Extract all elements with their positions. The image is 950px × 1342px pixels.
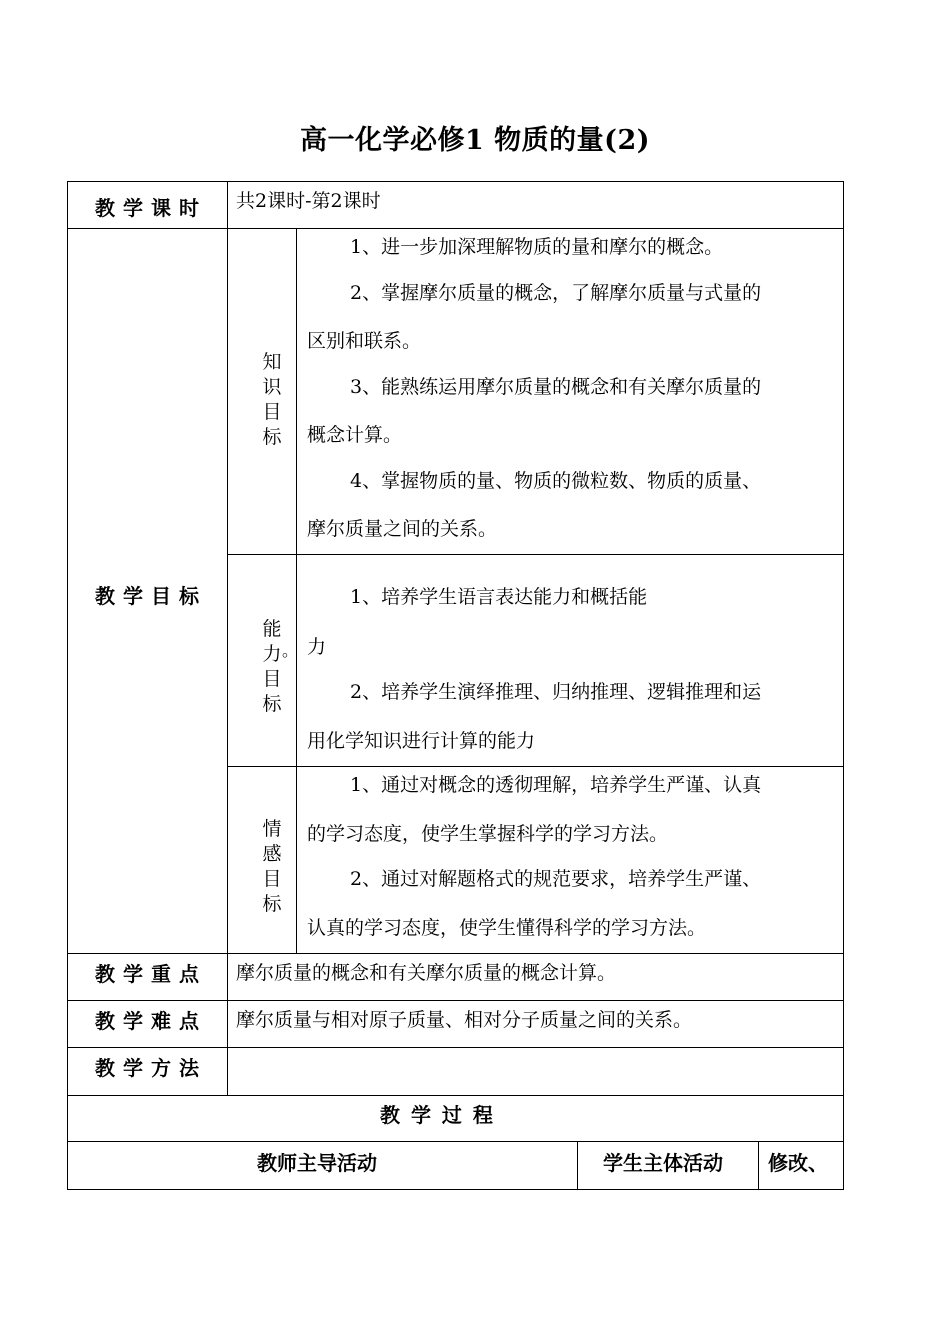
ability-dot: 。 bbox=[282, 641, 299, 660]
key-points-label: 教学重点 bbox=[95, 962, 207, 986]
emotion-objective-label: 情感目标 bbox=[262, 818, 282, 915]
column-divider bbox=[577, 1141, 578, 1189]
row-divider bbox=[67, 1047, 844, 1048]
page-title: 高一化学必修1 物质的量(2) bbox=[299, 125, 651, 156]
knowledge-line: 2、掌握摩尔质量的概念，了解摩尔质量与式量的 bbox=[350, 282, 762, 304]
column-divider bbox=[296, 228, 297, 953]
column-divider bbox=[758, 1141, 759, 1189]
ability-line: 力 bbox=[307, 636, 327, 658]
table-border-right bbox=[843, 181, 844, 1190]
knowledge-line: 摩尔质量之间的关系。 bbox=[307, 518, 498, 540]
knowledge-line: 概念计算。 bbox=[307, 424, 403, 446]
emotion-line: 的学习态度，使学生掌握科学的学习方法。 bbox=[307, 823, 669, 845]
table-border-bottom bbox=[67, 1189, 844, 1190]
knowledge-line: 4、掌握物质的量、物质的微粒数、物质的质量、 bbox=[350, 470, 762, 492]
column-divider bbox=[227, 181, 228, 1095]
knowledge-line: 3、能熟练运用摩尔质量的概念和有关摩尔质量的 bbox=[350, 376, 762, 398]
emotion-line: 2、通过对解题格式的规范要求，培养学生严谨、 bbox=[350, 868, 762, 890]
difficulties-label: 教学难点 bbox=[95, 1009, 207, 1033]
row-divider bbox=[67, 953, 844, 954]
knowledge-line: 区别和联系。 bbox=[307, 330, 422, 352]
objectives-label: 教学目标 bbox=[95, 584, 207, 608]
row-divider bbox=[227, 766, 844, 767]
row-divider bbox=[67, 1095, 844, 1096]
table-border-top bbox=[67, 181, 844, 182]
emotion-line: 认真的学习态度，使学生懂得科学的学习方法。 bbox=[307, 917, 707, 939]
student-activity-header: 学生主体活动 bbox=[603, 1151, 723, 1175]
key-points-value: 摩尔质量的概念和有关摩尔质量的概念计算。 bbox=[236, 962, 617, 984]
ability-line: 用化学知识进行计算的能力 bbox=[307, 730, 536, 752]
row-divider bbox=[227, 554, 844, 555]
period-label: 教学课时 bbox=[95, 196, 207, 220]
row-divider bbox=[67, 228, 844, 229]
methods-label: 教学方法 bbox=[95, 1056, 207, 1080]
ability-line: 2、培养学生演绎推理、归纳推理、逻辑推理和运 bbox=[350, 681, 762, 703]
process-heading: 教 学 过 程 bbox=[380, 1103, 495, 1127]
ability-objective-label: 能力目标 bbox=[262, 618, 282, 715]
ability-line: 1、培养学生语言表达能力和概括能 bbox=[350, 586, 648, 608]
row-divider bbox=[67, 1000, 844, 1001]
knowledge-objective-label: 知识目标 bbox=[262, 351, 282, 448]
row-divider bbox=[67, 1141, 844, 1142]
knowledge-line: 1、进一步加深理解物质的量和摩尔的概念。 bbox=[350, 236, 724, 258]
revision-header: 修改、 bbox=[768, 1151, 828, 1175]
difficulties-value: 摩尔质量与相对原子质量、相对分子质量之间的关系。 bbox=[236, 1009, 693, 1031]
teacher-activity-header: 教师主导活动 bbox=[257, 1151, 377, 1175]
emotion-line: 1、通过对概念的透彻理解，培养学生严谨、认真 bbox=[350, 774, 762, 796]
period-value: 共2课时-第2课时 bbox=[236, 190, 381, 212]
table-border-left bbox=[67, 181, 68, 1190]
